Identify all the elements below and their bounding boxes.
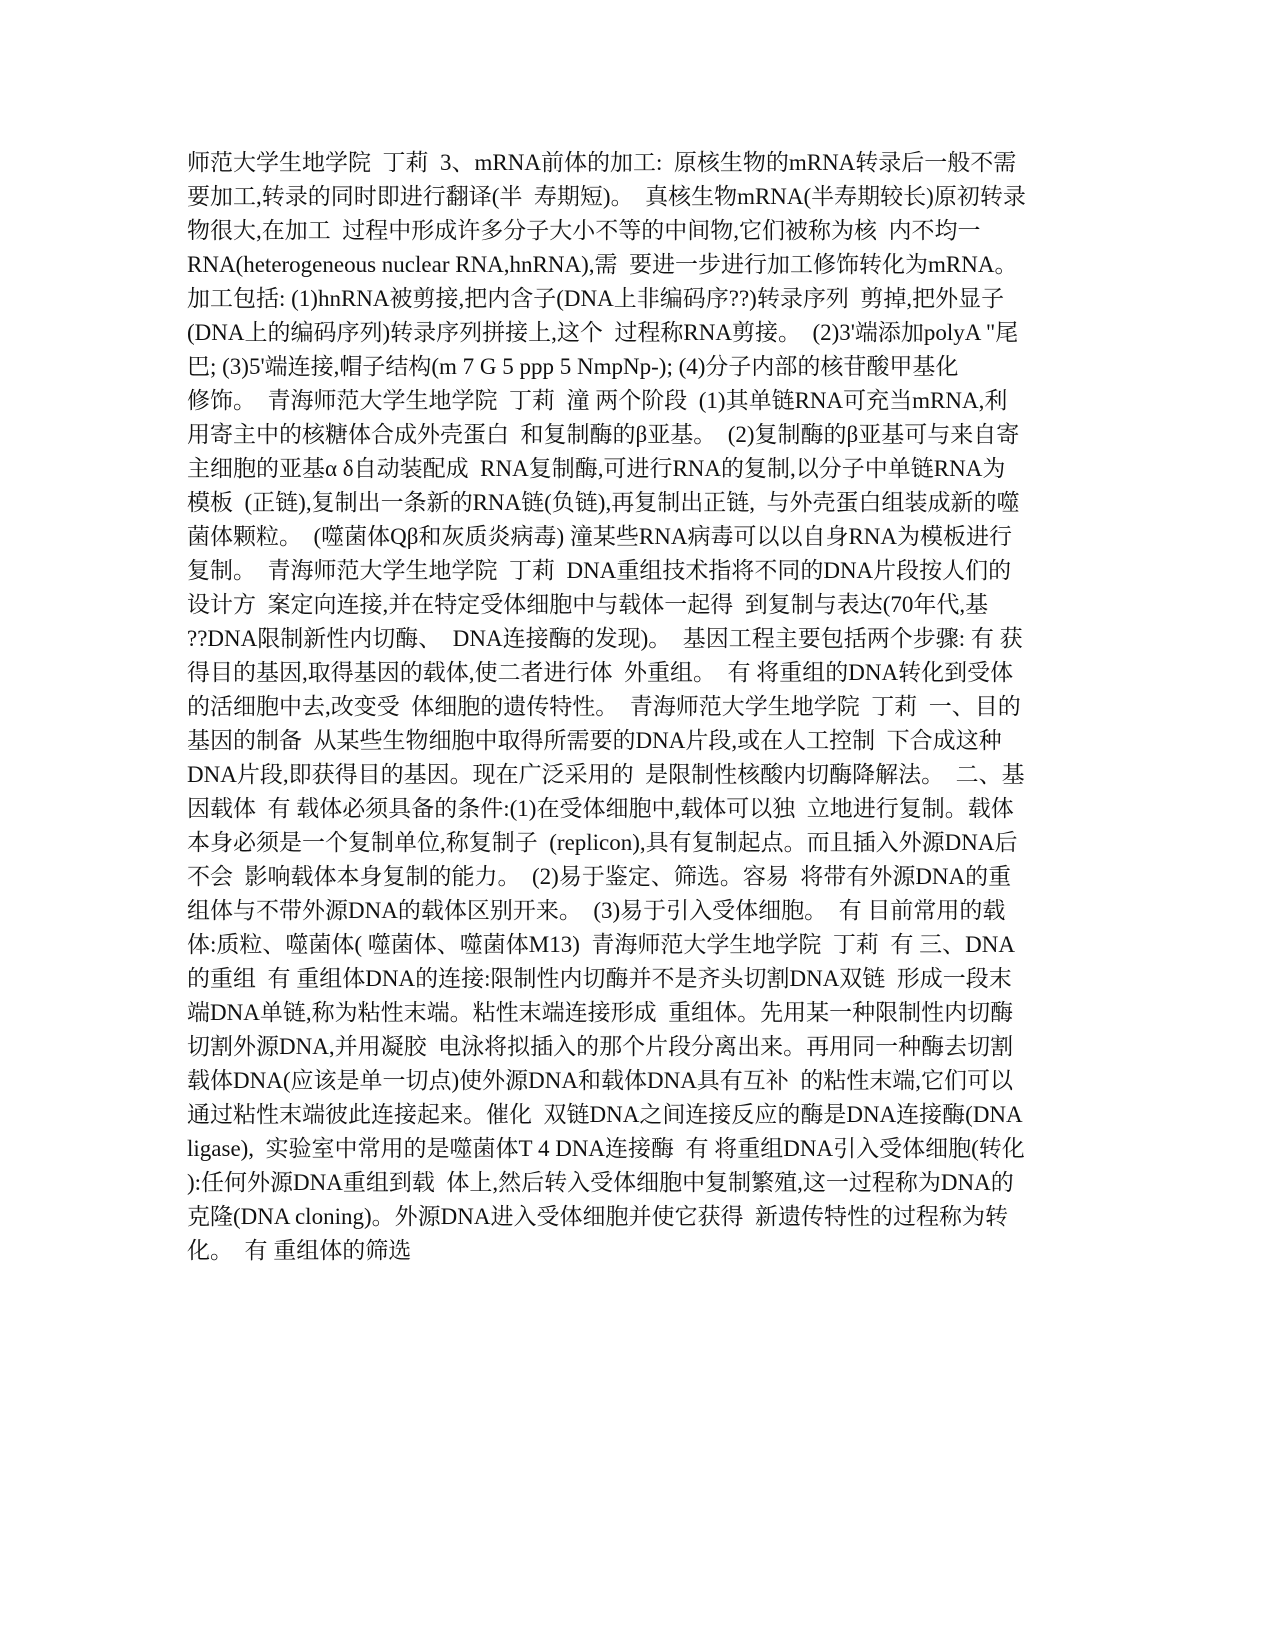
text-line: 巴; (3)5'端连接,帽子结构(m 7 G 5 ppp 5 NmpNp-); (4)分子内部的核苷酸甲基化 bbox=[187, 354, 959, 379]
text-line: DNA片段,即获得目的基因。现在广泛采用的 是限制性核酸内切酶降解法。 二、基 bbox=[187, 762, 1025, 787]
text-line: 的重组 有 重组体DNA的连接:限制性内切酶并不是齐头切割DNA双链 形成一段末 bbox=[187, 966, 1012, 991]
text-line: 复制。 青海师范大学生地学院 丁莉 DNA重组技术指将不同的DNA片段按人们的 bbox=[187, 558, 1012, 583]
text-line: 修饰。 青海师范大学生地学院 丁莉 潼 两个阶段 (1)其单链RNA可充当mRNA,利 bbox=[187, 388, 1008, 413]
text-line: 不会 影响载体本身复制的能力。 (2)易于鉴定、筛选。容易 将带有外源DNA的重 bbox=[187, 864, 1012, 889]
text-line: 模板 (正链),复制出一条新的RNA链(负链),再复制出正链, 与外壳蛋白组装成新的噬 bbox=[187, 490, 1020, 515]
text-line: (DNA上的编码序列)转录序列拼接上,这个 过程称RNA剪接。 (2)3'端添加polyA "尾 bbox=[187, 320, 1019, 345]
text-line: 载体DNA(应该是单一切点)使外源DNA和载体DNA具有互补 的粘性末端,它们可以 bbox=[187, 1068, 1014, 1093]
text-line: 本身必须是一个复制单位,称复制子 (replicon),具有复制起点。而且插入外源DNA后 bbox=[187, 830, 1018, 855]
text-line: 通过粘性末端彼此连接起来。催化 双链DNA之间连接反应的酶是DNA连接酶(DNA bbox=[187, 1102, 1023, 1127]
text-line: 化。 有 重组体的筛选 bbox=[187, 1238, 412, 1263]
text-line: 因载体 有 载体必须具备的条件:(1)在受体细胞中,载体可以独 立地进行复制。载体 bbox=[187, 796, 1014, 821]
text-line: 要加工,转录的同时即进行翻译(半 寿期短)。 真核生物mRNA(半寿期较长)原初转录 bbox=[187, 184, 1026, 209]
text-line: 加工包括: (1)hnRNA被剪接,把内含子(DNA上非编码序??)转录序列 剪掉,把外显子 bbox=[187, 286, 1005, 311]
text-line: 师范大学生地学院 丁莉 3、mRNA前体的加工: 原核生物的mRNA转录后一般不需 bbox=[187, 150, 1017, 175]
text-line: 的活细胞中去,改变受 体细胞的遗传特性。 青海师范大学生地学院 丁莉 一、目的 bbox=[187, 694, 1021, 719]
text-line: 组体与不带外源DNA的载体区别开来。 (3)易于引入受体细胞。 有 目前常用的载 bbox=[187, 898, 1006, 923]
text-line: 得目的基因,取得基因的载体,使二者进行体 外重组。 有 将重组的DNA转化到受体 bbox=[187, 660, 1014, 685]
text-line: ligase), 实验室中常用的是噬菌体T 4 DNA连接酶 有 将重组DNA引入受体细胞(转化 bbox=[187, 1136, 1025, 1161]
text-line: 用寄主中的核糖体合成外壳蛋白 和复制酶的β亚基。 (2)复制酶的β亚基可与来自寄 bbox=[187, 422, 1020, 447]
text-line: 克隆(DNA cloning)。外源DNA进入受体细胞并使它获得 新遗传特性的过程称为转 bbox=[187, 1204, 1008, 1229]
text-line: 物很大,在加工 过程中形成许多分子大小不等的中间物,它们被称为核 内不均一 bbox=[187, 218, 981, 243]
body-text bbox=[187, 146, 1087, 1268]
text-line: ):任何外源DNA重组到载 体上,然后转入受体细胞中复制繁殖,这一过程称为DNA的 bbox=[187, 1170, 1014, 1195]
text-line: 主细胞的亚基α δ自动装配成 RNA复制酶,可进行RNA的复制,以分子中单链RNA为 bbox=[187, 456, 1006, 481]
text-line: 设计方 案定向连接,并在特定受体细胞中与载体一起得 到复制与表达(70年代,基 bbox=[187, 592, 989, 617]
text-line: 切割外源DNA,并用凝胶 电泳将拟插入的那个片段分离出来。再用同一种酶去切割 bbox=[187, 1034, 1014, 1059]
text-line: 菌体颗粒。 (噬菌体Qβ和灰质炎病毒) 潼某些RNA病毒可以以自身RNA为模板进行 bbox=[187, 524, 1013, 549]
text-line: 端DNA单链,称为粘性末端。粘性末端连接形成 重组体。先用某一种限制性内切酶 bbox=[187, 1000, 1014, 1025]
text-line: ??DNA限制新性内切酶、 DNA连接酶的发现)。 基因工程主要包括两个步骤: 有 获 bbox=[187, 626, 1023, 651]
text-line: 体:质粒、噬菌体( 噬菌体、噬菌体M13) 青海师范大学生地学院 丁莉 有 三、DNA bbox=[187, 932, 1015, 957]
text-line: RNA(heterogeneous nuclear RNA,hnRNA),需 要进一步进行加工修饰转化为mRNA。 bbox=[187, 252, 1018, 277]
text-line: 基因的制备 从某些生物细胞中取得所需要的DNA片段,或在人工控制 下合成这种 bbox=[187, 728, 1002, 753]
